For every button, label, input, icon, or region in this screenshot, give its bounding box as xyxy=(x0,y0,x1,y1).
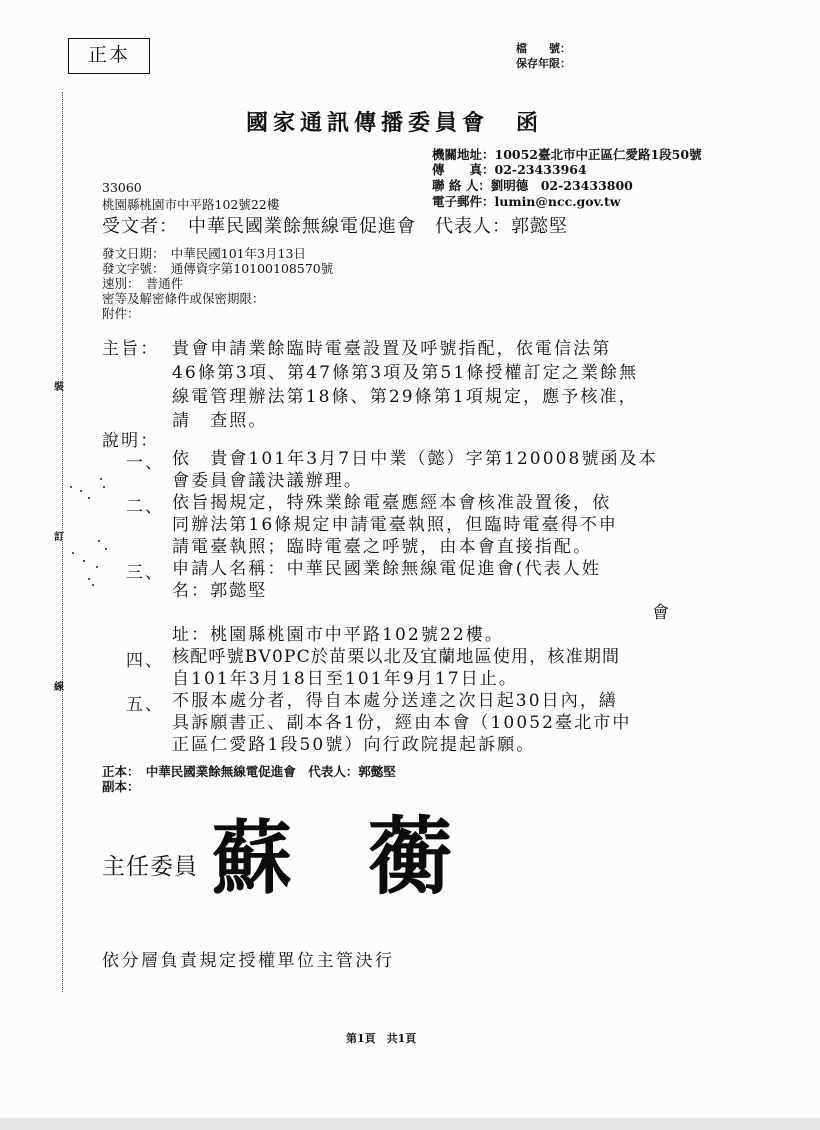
item-5-line: 不服本處分者，得自本處分送達之次日起30日內，繕 xyxy=(172,691,619,711)
classification: 密等及解密條件或保密期限： xyxy=(102,291,265,306)
item-4-line: 核配呼號BV0PC於苗栗以北及宜蘭地區使用，核准期間 xyxy=(172,647,621,667)
item-3-number: 三、 xyxy=(126,563,164,583)
recipient-address: 桃園縣桃園市中平路102號22樓 xyxy=(102,197,280,212)
binding-mark-ding: 訂 xyxy=(54,532,64,543)
subject-line-3: 線電管理辦法第18條、第29條第1項規定，應予核准， xyxy=(172,387,638,407)
recipient-postal-code: 33060 xyxy=(102,180,142,195)
item-4-line: 自101年3月18日至101年9月17日止。 xyxy=(172,669,518,689)
subject-line-4: 請 查照。 xyxy=(172,411,268,431)
item-1-number: 一、 xyxy=(126,453,164,473)
agency-fax: 傳 真：02-23433964 xyxy=(432,162,587,177)
attachments: 附件： xyxy=(102,306,140,321)
signature-char-su: 蘇 xyxy=(212,811,292,905)
page-number: 第1頁 共1頁 xyxy=(346,1032,417,1045)
agency-contact: 聯 絡 人：劉明德 02-23433800 xyxy=(432,178,633,193)
duplicate-copy: 副本： xyxy=(102,779,140,794)
agency-address: 機關地址：10052臺北市中正區仁愛路1段50號 xyxy=(432,147,702,162)
retention-period-label: 保存年限： xyxy=(516,57,571,70)
item-5-line: 具訴願書正、副本各1份，經由本會（10052臺北市中 xyxy=(172,713,632,733)
explanation-label: 說明： xyxy=(102,431,160,451)
item-2-line: 依旨揭規定，特殊業餘電臺應經本會核准設置後，依 xyxy=(172,493,612,513)
scan-bottom-edge xyxy=(0,1118,820,1130)
item-4-number: 四、 xyxy=(126,651,164,671)
subject-line-2: 46條第3項、第47條第3項及第51條授權訂定之業餘無 xyxy=(172,363,639,383)
item-5-number: 五、 xyxy=(126,695,164,715)
recipient: 受文者： 中華民國業餘無線電促進會 代表人：郭懿堅 xyxy=(102,216,568,237)
signature-char-heng: 蘅 xyxy=(368,807,453,906)
binding-mark-zhuang: 裝 xyxy=(54,382,64,393)
document-title: 國家通訊傳播委員會 函 xyxy=(246,110,544,136)
binding-mark-xian: 線 xyxy=(54,682,64,693)
file-number-label: 檔 號： xyxy=(516,42,571,55)
item-3-line: 申請人名稱：中華民國業餘無線電促進會(代表人姓 xyxy=(172,559,601,579)
delegation-note: 依分層負責規定授權單位主管決行 xyxy=(102,951,395,971)
issue-number: 發文字號： 通傳資字第10100108570號 xyxy=(102,261,334,276)
urgency: 速別： 普通件 xyxy=(102,276,184,291)
item-5-line: 正區仁愛路1段50號）向行政院提起訴願。 xyxy=(172,735,536,755)
original-copy-stamp: 正本 xyxy=(68,38,150,74)
subject-line-1: 貴會申請業餘臨時電臺設置及呼號指配，依電信法第 xyxy=(172,339,612,359)
item-1-line: 會委員會議決議辦理。 xyxy=(172,471,363,491)
original-copy-recipient: 正本： 中華民國業餘無線電促進會 代表人：郭懿堅 xyxy=(102,764,396,779)
subject-label: 主旨： xyxy=(102,339,160,359)
item-2-line: 同辦法第16條規定申請電臺執照，但臨時電臺得不申 xyxy=(172,515,619,535)
item-2-number: 二、 xyxy=(126,497,164,517)
item-3-line: 址：桃園縣桃園市中平路102號22樓。 xyxy=(172,625,504,645)
item-3-line: 會 xyxy=(652,603,672,623)
director-title: 主任委員 xyxy=(102,854,198,880)
item-2-line: 請電臺執照；臨時電臺之呼號，由本會直接指配。 xyxy=(172,537,593,557)
item-3-line: 名：郭懿堅 xyxy=(172,581,268,601)
agency-email: 電子郵件：lumin@ncc.gov.tw xyxy=(432,194,621,209)
issue-date: 發文日期： 中華民國101年3月13日 xyxy=(102,246,306,261)
item-1-line: 依 貴會101年3月7日中業（懿）字第120008號函及本 xyxy=(172,449,658,469)
